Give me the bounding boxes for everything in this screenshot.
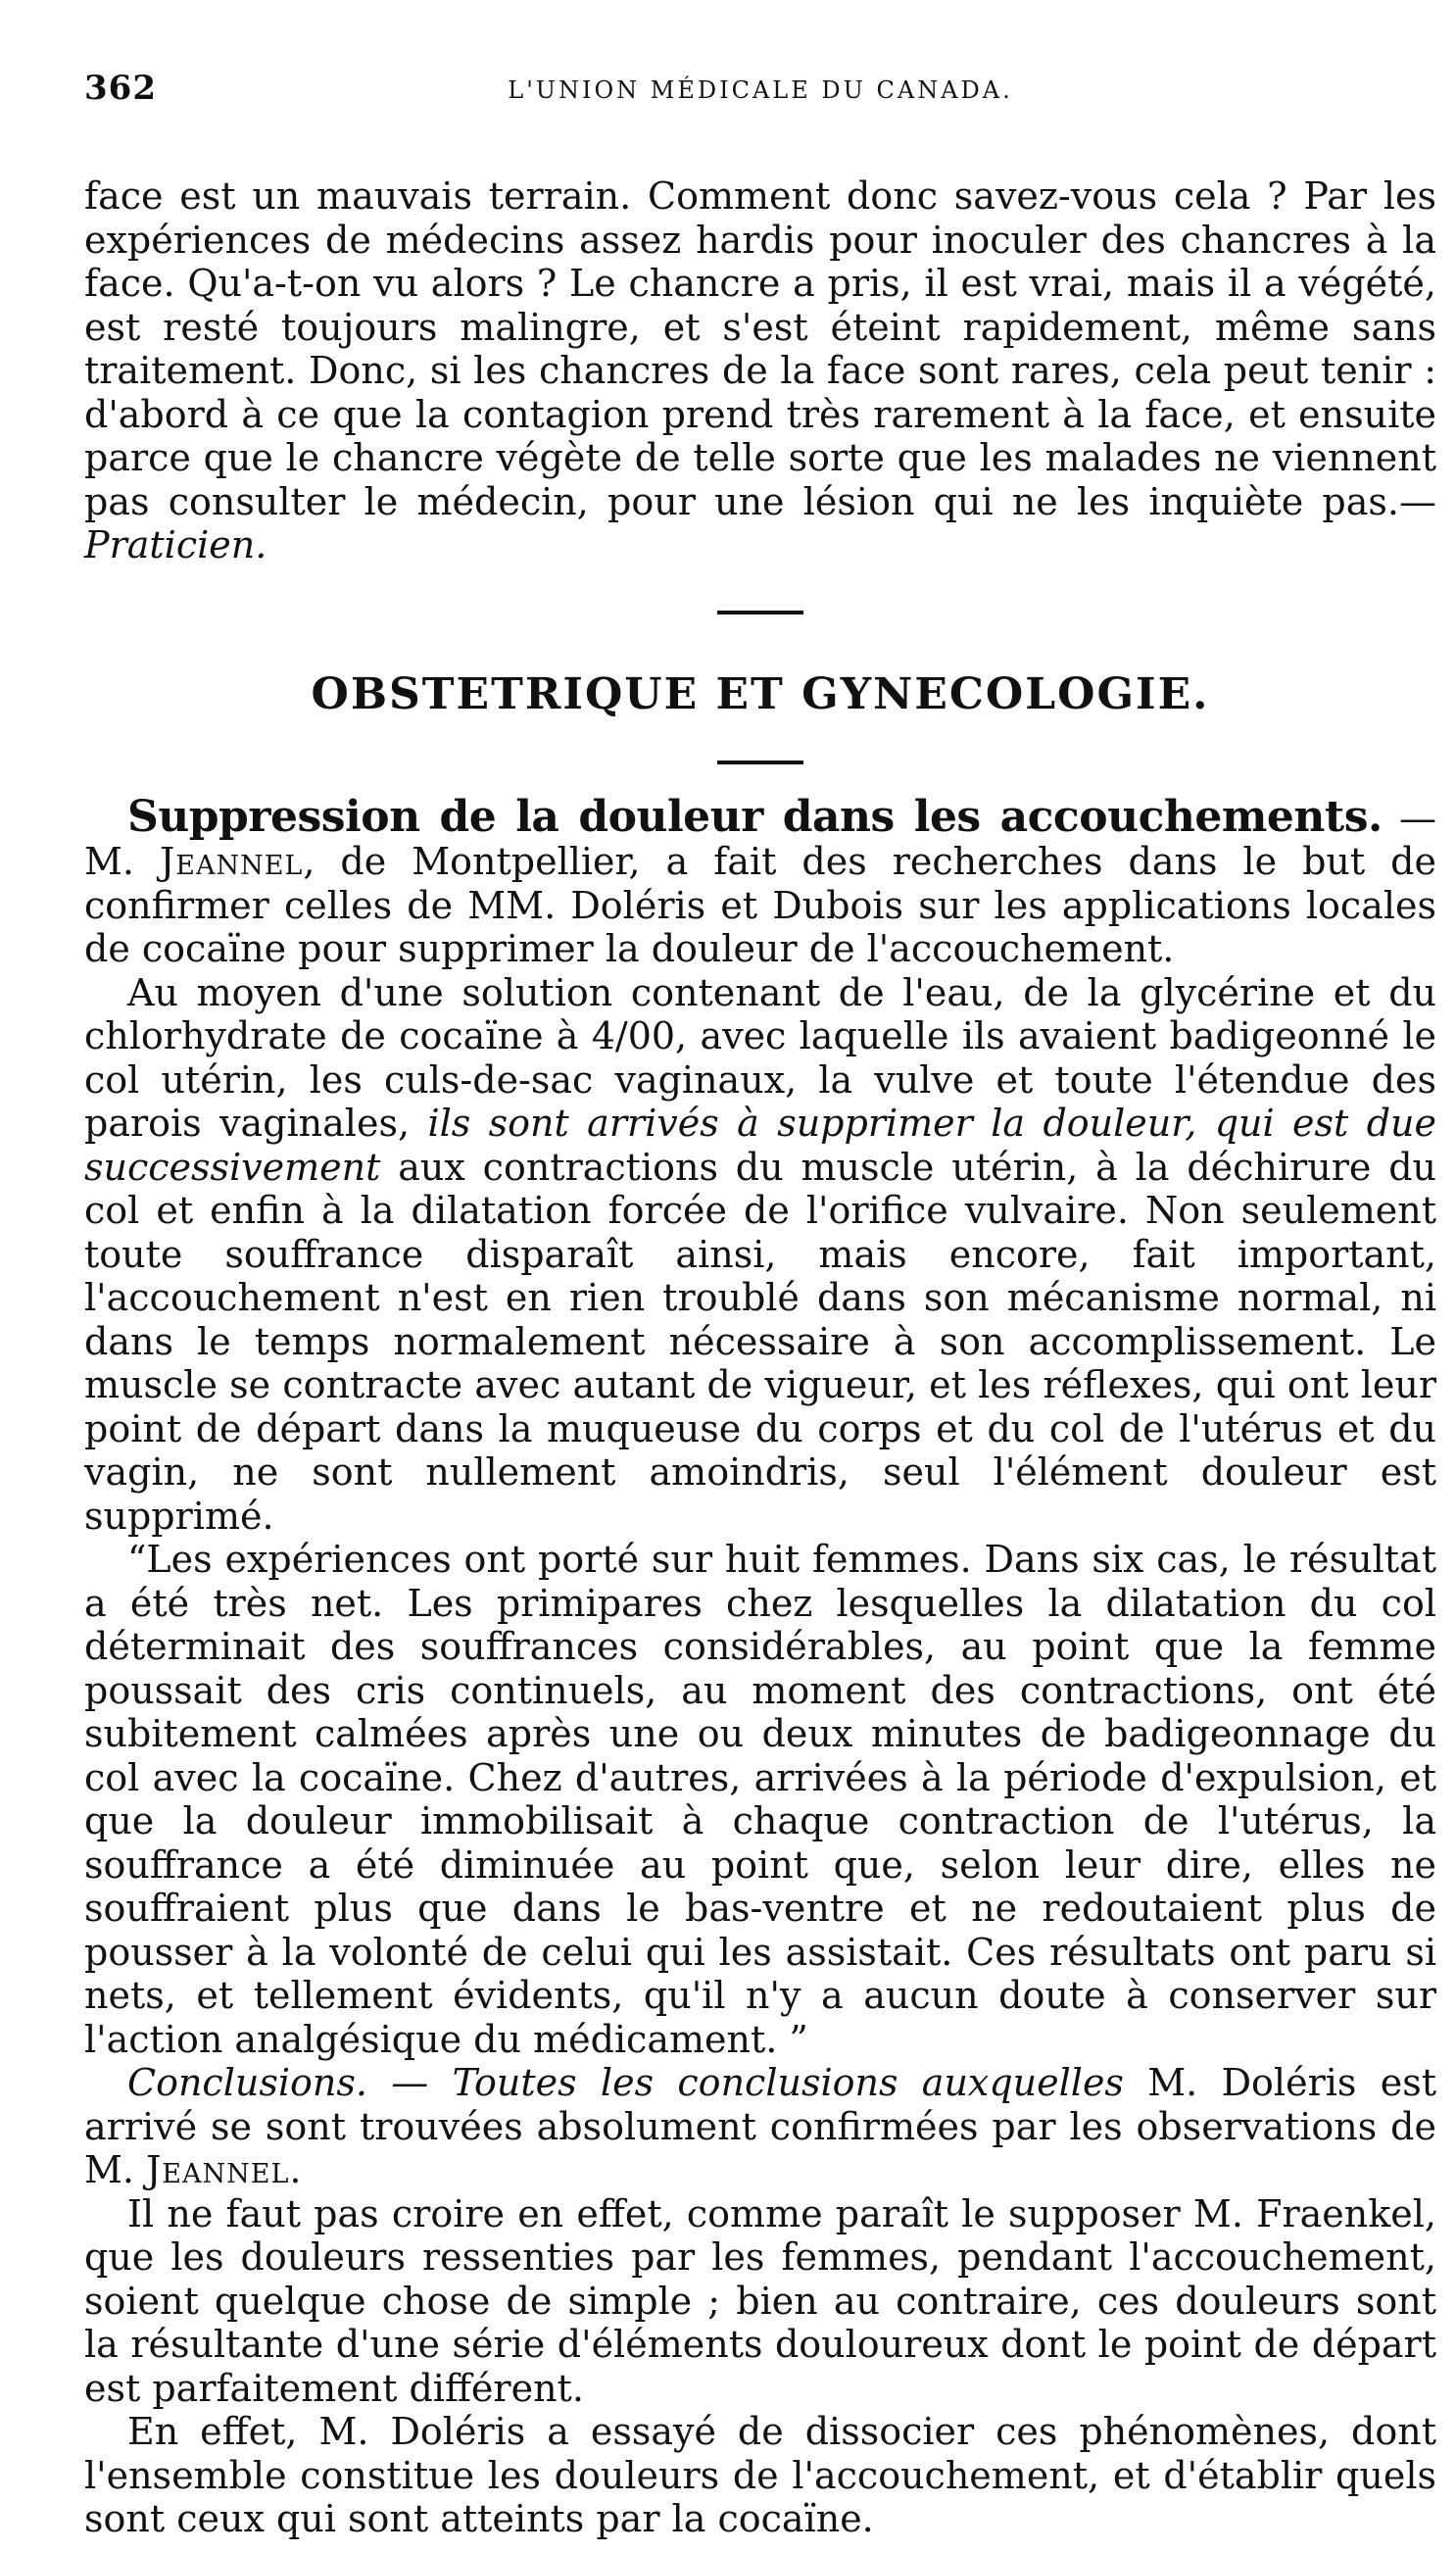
method-paragraph <box>84 971 1436 1539</box>
journal-page <box>84 69 1436 2541</box>
separator-rule-top <box>717 611 803 614</box>
separator-rule-bottom <box>717 761 803 764</box>
journal-title: L'UNION MÉDICALE DU CANADA. <box>508 76 1013 104</box>
pain-components-paragraph: Il ne faut pas croire en effet, comme paraît le supposer M. Fraenkel, que les douleurs ressenties par les femmes, pendant l'accouchement, soient quelque chose de simple ; bien au contraire, ces douleurs sont la résultante d'une série d'éléments douloureux dont le point de départ est parfaitement différent. <box>84 2191 1436 2410</box>
method-text-start: Au moyen d'une solution contenant de l'eau, de la glycérine et du chlorhydrate de cocaïne à 4/00, avec laquelle ils avaient badigeonné le col utérin, les culs-de-sac vaginaux, la vulve et toute l'étendue des parois vaginales, <box>84 970 1436 1145</box>
method-text-italic: ils sont arrivés à supprimer la douleur, qui est due successivement <box>84 1102 1436 1189</box>
conclusions-italic: — Toutes les conclusions auxquelles <box>366 2061 1124 2104</box>
previous-article-source: Praticien. <box>84 523 267 566</box>
conclusions-author: Jeannel <box>146 2148 290 2191</box>
article-title: Suppression de la douleur dans les accouchements. <box>127 791 1383 842</box>
running-head <box>84 69 1436 127</box>
page-number: 362 <box>84 69 157 108</box>
conclusions-text: M. Doléris est arrivé se sont trouvées absolument confirmées par les observations de M. <box>84 2061 1436 2191</box>
experiments-quote-paragraph: “Les expériences ont porté sur huit femmes. Dans six cas, le résultat a été très net. Les primipares chez lesquelles la dilatation du col déterminait des souffrances considérables, au point que la femme poussait des cris continuels, au moment des contractions, ont été subitement calmées après une ou deux minutes de badigeonnage du col avec la cocaïne. Chez d'autres, arrivées à la période d'expulsion, et que la douleur immobilisait à chaque contraction de l'utérus, la souffrance a été diminuée au point que, selon leur dire, elles ne souffraient plus que dans le bas-ventre et ne redoutaient plus de pousser à la volonté de celui qui les assistait. Ces résultats ont paru si nets, et tellement évidents, qu'il n'y a aucun doute à conserver sur l'action analgésique du médicament. ” <box>84 1538 1436 2061</box>
section-title: OBSTETRIQUE ET GYNECOLOGIE. <box>311 668 1210 719</box>
article-intro-paragraph <box>84 791 1436 971</box>
intro-text: , de Montpellier, a fait des recherches dans le but de confirmer celles de MM. Doléris et Dubois sur les applications locales de cocaïne pour supprimer la douleur de l'accouchement. <box>84 840 1436 970</box>
conclusions-paragraph <box>84 2061 1436 2192</box>
doleris-dissociation-paragraph: En effet, M. Doléris a essayé de dissocier ces phénomènes, dont l'ensemble constitue les douleurs de l'accouchement, et d'établir quels sont ceux qui sont atteints par la cocaïne. <box>84 2410 1436 2540</box>
article-author: Jeannel <box>160 840 304 883</box>
conclusions-label: Conclusions. <box>127 2061 367 2104</box>
title-dash: — M. <box>84 796 1436 883</box>
conclusions-end: . <box>289 2148 302 2191</box>
method-text-end: aux contractions du muscle utérin, à la déchirure du col et enfin à la dilatation forcée de l'orifice vulvaire. Non seulement toute souffrance disparaît ainsi, mais encore, fait important, l'accouchement n'est en rien troublé dans son mécanisme normal, ni dans le temps normalement nécessaire à son accomplissement. Le muscle se contracte avec autant de vigueur, et les réflexes, qui ont leur point de départ dans la muqueuse du corps et du col de l'utérus et du vagin, ne sont nullement amoindris, seul l'élément douleur est supprimé. <box>84 1145 1436 1538</box>
previous-article-text: face est un mauvais terrain. Comment donc savez-vous cela ? Par les expériences de médecins assez hardis pour inoculer des chancres à la face. Qu'a-t-on vu alors ? Le chancre a pris, il est vrai, mais il a végété, est resté toujours malingre, et s'est éteint rapidement, même sans traitement. Donc, si les chancres de la face sont rares, cela peut tenir : d'abord à ce que la contagion prend très rarement à la face, et ensuite parce que le chancre végète de telle sorte que les malades ne viennent pas consulter le médecin, pour une lésion qui ne les inquiète pas.— <box>84 174 1436 523</box>
previous-article-ending <box>84 174 1436 567</box>
